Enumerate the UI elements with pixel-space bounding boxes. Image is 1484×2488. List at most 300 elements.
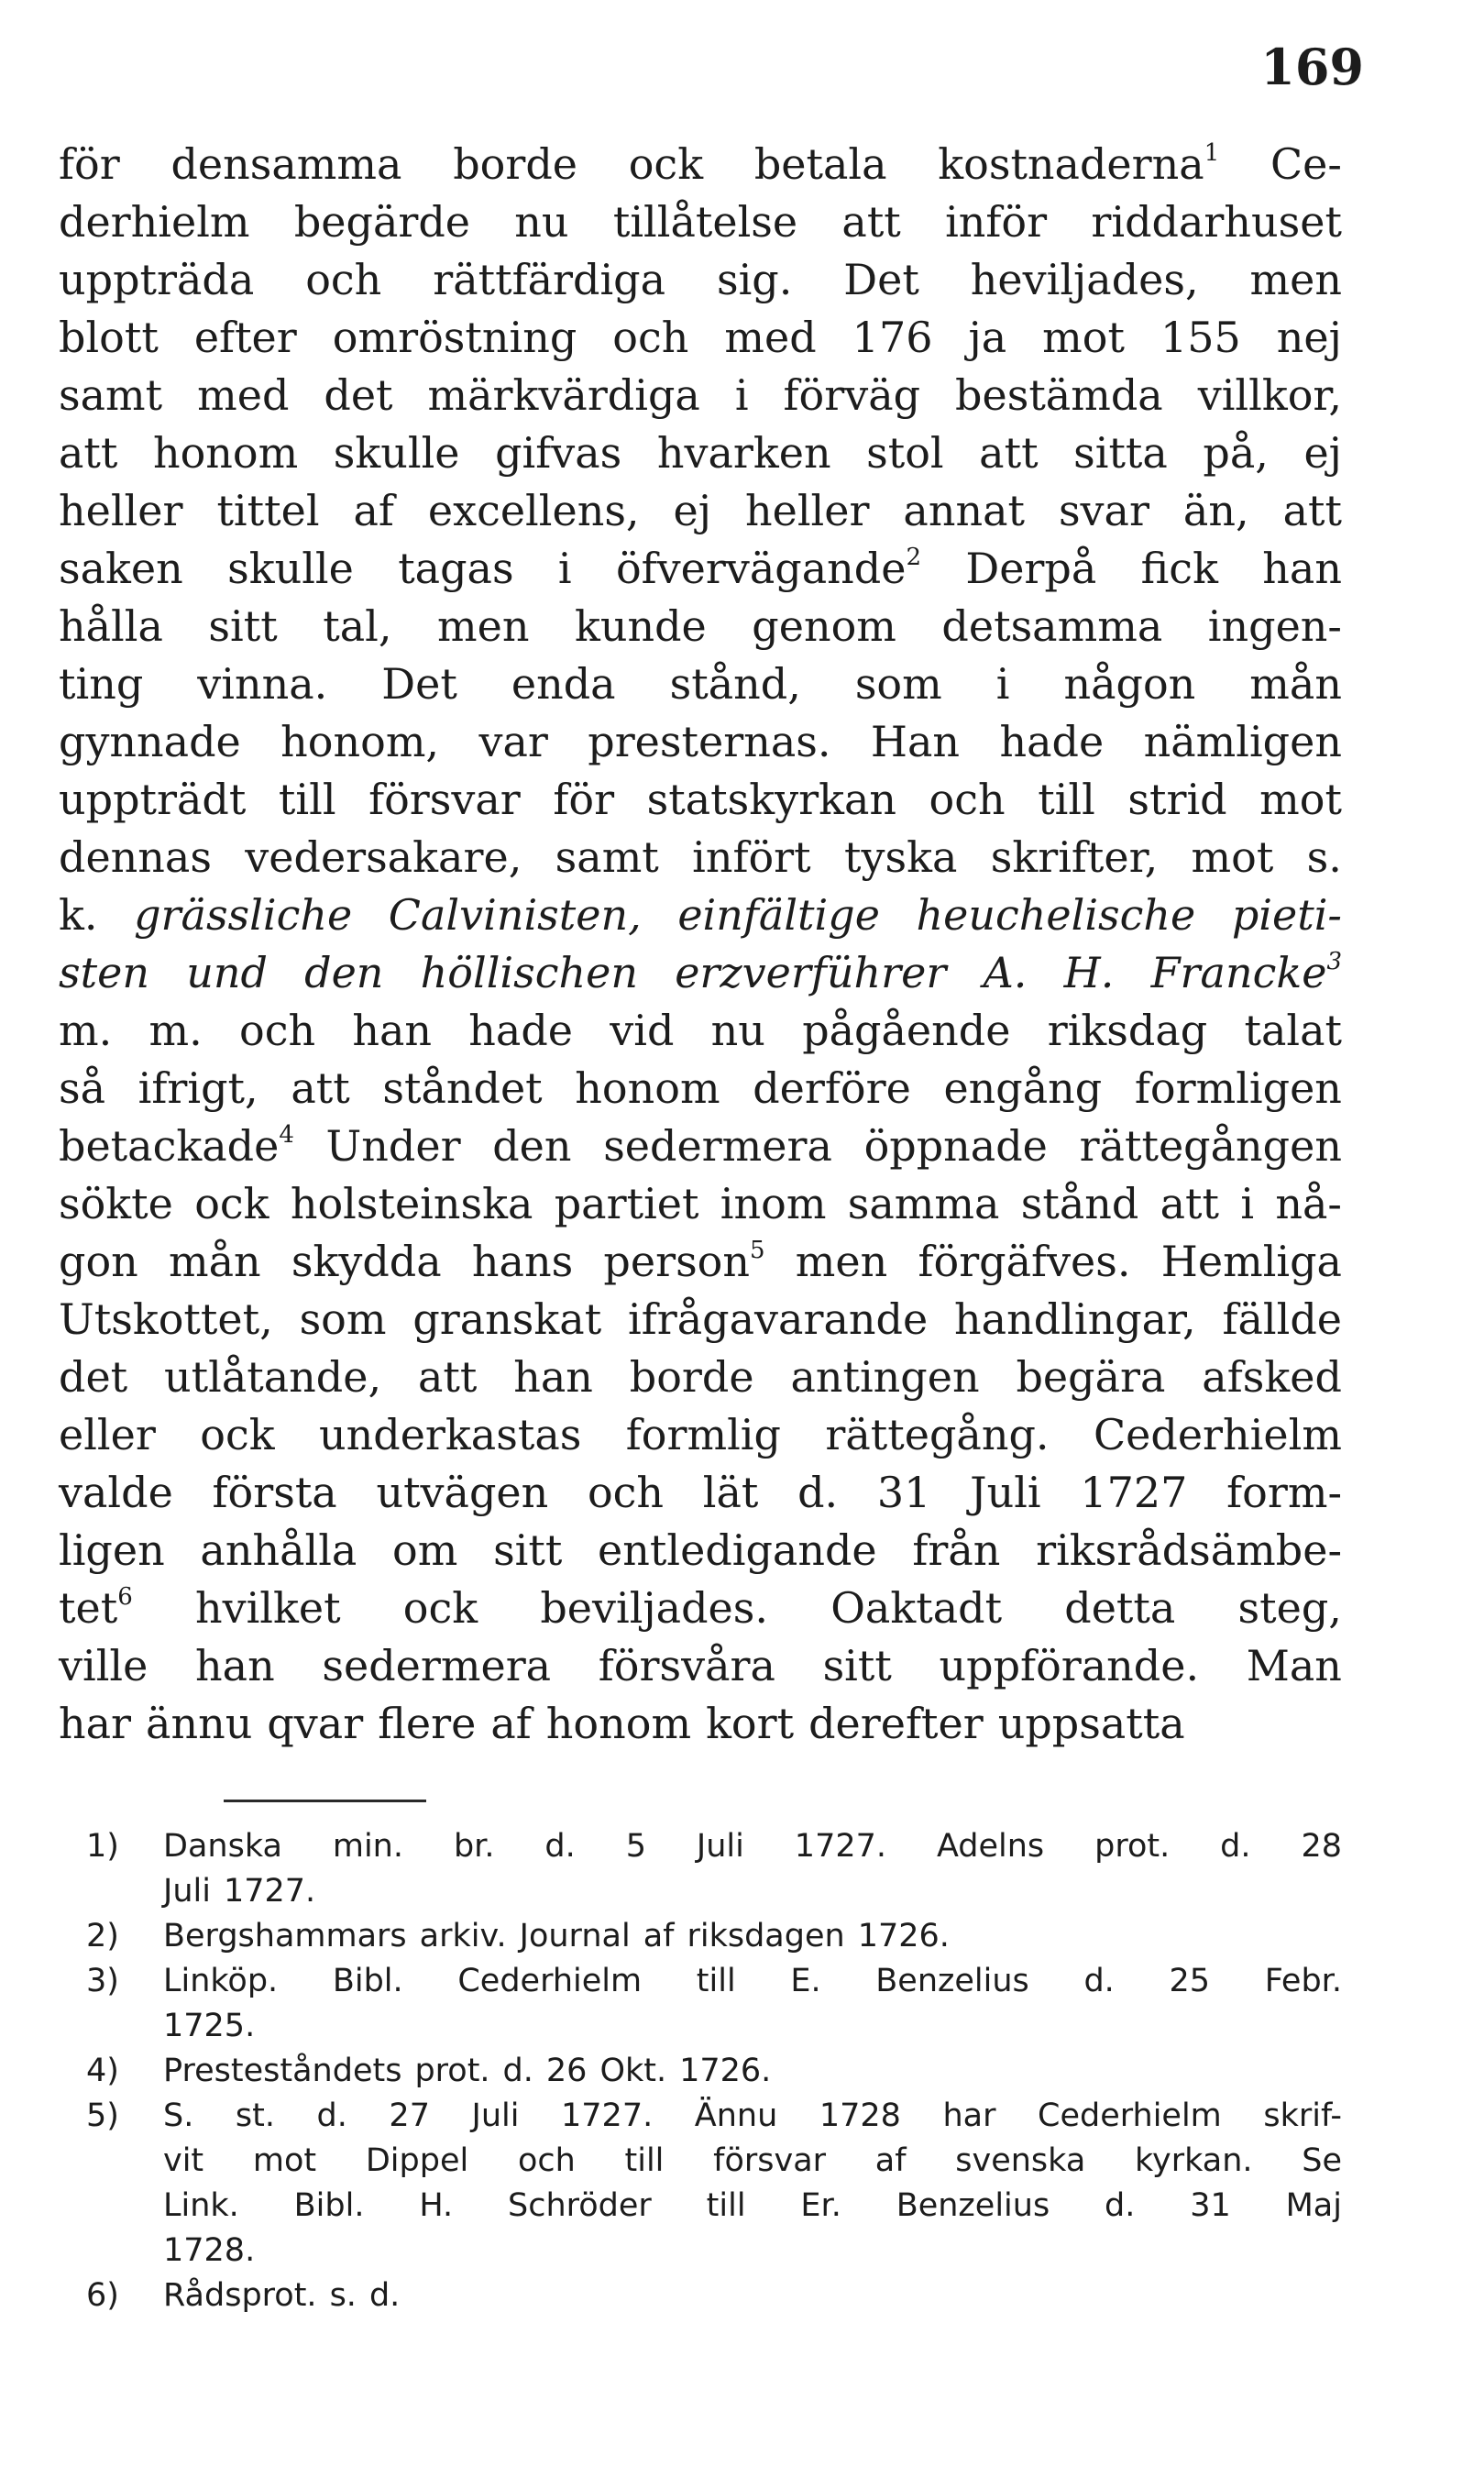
word-text: grässliche	[134, 890, 353, 940]
word-text: han	[352, 1006, 433, 1055]
word-text: än,	[1182, 486, 1249, 535]
word-text: bestämda	[955, 370, 1163, 420]
word	[59, 1522, 165, 1580]
word-text: till	[1038, 775, 1095, 824]
word	[1036, 1522, 1342, 1580]
footnote-word: d.	[1105, 2187, 1136, 2224]
word-text: talat	[1244, 1006, 1342, 1055]
word	[735, 367, 749, 424]
footnote-word: 26	[545, 2053, 588, 2089]
italic-word	[59, 944, 149, 1002]
word	[616, 540, 921, 598]
word-text: handlingar,	[954, 1294, 1196, 1344]
word	[843, 251, 919, 309]
word-text: k.	[59, 890, 98, 940]
footnote-word: Danska	[163, 1828, 282, 1865]
footnote-word: Link.	[163, 2187, 239, 2224]
word	[823, 1637, 892, 1695]
word	[412, 1291, 601, 1349]
word	[197, 655, 327, 713]
word	[472, 1233, 573, 1291]
word-text: riddarhuset	[1091, 197, 1342, 247]
word-text: ej	[673, 486, 712, 535]
word-text: och	[587, 1468, 665, 1517]
word-text: holsteinska	[290, 1179, 533, 1228]
word	[941, 598, 1162, 655]
word-text: mot	[1042, 313, 1125, 362]
word	[692, 829, 811, 886]
word	[979, 424, 1038, 482]
footnote-word: 1728.	[163, 2232, 256, 2269]
word-text: person	[603, 1237, 751, 1286]
word-text: af	[353, 486, 394, 535]
word-text: Juli	[970, 1468, 1041, 1517]
footnote-word: d.	[368, 2277, 401, 2314]
word	[1222, 1291, 1342, 1349]
word	[1144, 713, 1342, 771]
text-line	[59, 771, 1342, 829]
word-text: nej	[1276, 313, 1342, 362]
text-line	[59, 1117, 1342, 1175]
word	[195, 1637, 275, 1695]
word-text: 155	[1160, 313, 1241, 362]
word-text: men	[437, 601, 530, 651]
word-text: skydda	[291, 1237, 442, 1286]
footnote-word: Juli	[696, 1828, 744, 1865]
footnote-line	[59, 1914, 1342, 1959]
word-text: honom	[152, 428, 299, 478]
word-text: heller	[744, 486, 870, 535]
word-text: och	[612, 313, 689, 362]
word-text: sedermera	[603, 1121, 832, 1171]
word-text: utlåtande,	[164, 1352, 382, 1402]
italic-word	[389, 886, 642, 944]
word	[1094, 1406, 1342, 1464]
word-text: detta	[1064, 1583, 1176, 1633]
word	[871, 713, 960, 771]
word-text: så	[59, 1063, 106, 1113]
word-text: enda	[511, 659, 616, 709]
italic-word	[1151, 944, 1342, 1002]
word	[513, 1349, 593, 1406]
word-text: nämligen	[1143, 717, 1342, 766]
footnote-word: d.	[502, 2053, 533, 2089]
footnote-word: till	[696, 1963, 736, 1999]
footnote-word: riksdagen	[687, 1918, 845, 1954]
word	[1259, 771, 1342, 829]
word-text: H.	[1063, 948, 1115, 997]
word	[514, 193, 568, 251]
word-text: betala	[753, 139, 887, 189]
footnote-word: 1726.	[857, 1918, 950, 1954]
word-text: sökte	[59, 1179, 173, 1228]
word-text: uppträda	[59, 255, 255, 304]
word	[433, 251, 665, 309]
word-text: att	[841, 197, 901, 247]
footnote-ref: 4	[279, 1121, 294, 1149]
word-text: tet	[59, 1583, 118, 1633]
word-text: hade	[468, 1006, 574, 1055]
word-text: fick	[1140, 544, 1218, 593]
word	[146, 1695, 252, 1753]
word-text: heviljades,	[970, 255, 1199, 304]
footnote-word: Schröder	[508, 2187, 652, 2224]
footnote-word: Linköp.	[163, 1963, 279, 1999]
word-text: sitt	[208, 601, 278, 651]
word-text: densamma	[170, 139, 402, 189]
word	[612, 309, 688, 367]
word	[943, 1060, 1102, 1117]
italic-word	[1232, 886, 1342, 944]
text-line	[59, 251, 1342, 309]
word-text: samma	[847, 1179, 1000, 1228]
word	[1073, 424, 1168, 482]
word-text: att	[1282, 486, 1342, 535]
footnote-word: skrif-	[1263, 2097, 1342, 2134]
word	[294, 193, 470, 251]
text-line	[59, 482, 1342, 540]
word	[864, 1117, 1048, 1175]
word	[1303, 424, 1342, 482]
word	[208, 598, 277, 655]
word-text: 176	[852, 313, 933, 362]
word	[613, 193, 797, 251]
word-text: tyska	[844, 832, 958, 882]
word-text: heller	[59, 486, 183, 535]
word-text: den	[304, 948, 384, 997]
italic-word	[917, 886, 1196, 944]
word-text: rättegång.	[825, 1410, 1050, 1459]
word	[996, 655, 1010, 713]
word-text: tittel	[216, 486, 320, 535]
word-text: uppsatta	[997, 1699, 1185, 1748]
word-text: att	[1160, 1179, 1220, 1228]
word	[305, 251, 381, 309]
footnote-word: Juli	[163, 1873, 211, 1910]
word-text: sig.	[716, 255, 793, 304]
word-text: ville	[59, 1641, 148, 1690]
footnote-word: Ännu	[694, 2097, 778, 2134]
word	[59, 424, 117, 482]
word-text: och	[239, 1006, 316, 1055]
word	[971, 251, 1199, 309]
footnote-word: arkiv.	[419, 1918, 507, 1954]
word	[59, 136, 120, 193]
word	[59, 309, 159, 367]
word	[194, 309, 297, 367]
word	[1064, 1580, 1175, 1637]
word-text: pieti-	[1231, 890, 1342, 940]
word-text: sedermera	[322, 1641, 552, 1690]
word-text: riksrådsämbe-	[1036, 1525, 1342, 1575]
word-text: förgäfves.	[918, 1237, 1131, 1286]
word	[239, 1002, 315, 1060]
word	[453, 136, 577, 193]
word-text: Ce-	[1270, 139, 1342, 189]
word	[1161, 1233, 1342, 1291]
text-line	[59, 193, 1342, 251]
footnote-word: 1727.	[561, 2097, 654, 2134]
word-text: erzverführer	[675, 948, 947, 997]
word-text: efter	[193, 313, 297, 362]
word-text: af	[490, 1699, 532, 1748]
word-text: honom,	[280, 717, 440, 766]
footnote-line	[59, 2049, 1342, 2094]
text-line	[59, 309, 1342, 367]
word-text: 1727	[1080, 1468, 1188, 1517]
word	[227, 540, 354, 598]
word	[170, 136, 401, 193]
word	[929, 771, 1006, 829]
word	[1183, 482, 1249, 540]
word	[59, 886, 98, 944]
word	[802, 1002, 1010, 1060]
word-text: sten	[59, 948, 149, 997]
footnote-word: Dippel	[365, 2142, 469, 2179]
footnote-word: d.	[316, 2097, 347, 2134]
footnote-text	[163, 2229, 1342, 2273]
word	[970, 1464, 1041, 1522]
word-text: Cederhielm	[1093, 1410, 1342, 1459]
word-text: ock	[402, 1583, 478, 1633]
footnote-word: min.	[332, 1828, 403, 1865]
text-line	[59, 1349, 1342, 1406]
word-text: till	[278, 775, 336, 824]
word	[403, 1580, 478, 1637]
word	[866, 424, 944, 482]
text-line	[59, 1060, 1342, 1117]
footnote-word: Bergshammars	[163, 1918, 407, 1954]
word-text: Francke	[1150, 948, 1327, 997]
footnote-word: till	[624, 2142, 665, 2179]
word-text: honom	[575, 1063, 720, 1113]
word	[1240, 1175, 1254, 1233]
word	[59, 1349, 127, 1406]
word-text: första	[212, 1468, 337, 1517]
footnote-marker: 5)	[86, 2097, 119, 2134]
word	[1038, 771, 1095, 829]
footnote-word: d.	[1220, 1828, 1251, 1865]
word-text: att	[417, 1352, 478, 1402]
word-text: beviljades.	[540, 1583, 768, 1633]
word	[59, 1002, 112, 1060]
word-text: rättegången	[1079, 1121, 1342, 1171]
word	[1021, 1175, 1139, 1233]
word-text: mot	[1259, 775, 1342, 824]
word	[195, 1580, 341, 1637]
word	[940, 1637, 1200, 1695]
word	[492, 1117, 571, 1175]
word	[418, 1349, 477, 1406]
word	[245, 829, 522, 886]
word	[1135, 1060, 1342, 1117]
word-text: borde	[629, 1352, 754, 1402]
word	[553, 771, 614, 829]
word-text: ligen	[59, 1525, 165, 1575]
word	[164, 1349, 381, 1406]
word	[752, 598, 896, 655]
word	[59, 367, 162, 424]
word-text: hvarken	[656, 428, 831, 478]
word-text: att	[59, 428, 118, 478]
word-text: nu	[514, 197, 569, 247]
word-text: Under	[325, 1121, 461, 1171]
word-text: gon	[59, 1237, 138, 1286]
word	[1080, 1117, 1342, 1175]
word-text: mån	[1249, 659, 1342, 709]
word	[998, 1695, 1185, 1753]
word	[59, 1580, 133, 1637]
word	[59, 713, 241, 771]
word-text: vedersakare,	[245, 832, 522, 882]
footnote-text	[163, 2094, 1342, 2139]
word-text: och	[929, 775, 1006, 824]
word	[333, 309, 577, 367]
word	[647, 771, 896, 829]
word-text: ståndet	[382, 1063, 543, 1113]
word-text: försvåra	[598, 1641, 775, 1690]
word-text: pågående	[802, 1006, 1011, 1055]
text-line	[59, 1406, 1342, 1464]
word	[1270, 136, 1342, 193]
word	[216, 482, 319, 540]
word-text: derföre	[753, 1063, 911, 1113]
text-line	[59, 1695, 1342, 1753]
word	[555, 829, 659, 886]
word	[323, 598, 391, 655]
word	[610, 1002, 674, 1060]
word-text: saken	[59, 544, 183, 593]
word	[319, 1406, 581, 1464]
footnote-word: mot	[252, 2142, 317, 2179]
footnote-word: af	[874, 2142, 907, 2179]
footnote-word: Bibl.	[332, 1963, 403, 1999]
word-text: excellens,	[427, 486, 640, 535]
footnote-word: Rådsprot.	[163, 2277, 317, 2314]
word-text: inför	[945, 197, 1048, 247]
footnote-word: 27	[389, 2097, 430, 2134]
word-text: mån	[169, 1237, 261, 1286]
footnote-word: 1726.	[679, 2053, 772, 2089]
word	[490, 1695, 531, 1753]
text-line	[59, 424, 1342, 482]
word	[291, 1175, 533, 1233]
word-text: ock	[194, 1179, 269, 1228]
word	[138, 1060, 258, 1117]
word-text: ej	[1303, 428, 1342, 478]
word-text: var	[478, 717, 548, 766]
footnote-word: försvar	[713, 2142, 827, 2179]
word	[59, 1175, 173, 1233]
footnote-text	[163, 2273, 1342, 2318]
word-text: tillåtelse	[612, 197, 798, 247]
page-number: 169	[1260, 38, 1364, 96]
word	[428, 482, 640, 540]
word-text: kostnaderna	[938, 139, 1204, 189]
word	[368, 771, 521, 829]
word	[790, 1349, 979, 1406]
footnote-ref: 5	[750, 1237, 765, 1264]
word-text: och	[305, 255, 382, 304]
word	[1160, 309, 1241, 367]
footnote-word: och	[517, 2142, 576, 2179]
word	[200, 1406, 274, 1464]
word-text: han	[1262, 544, 1342, 593]
text-line	[59, 1291, 1342, 1349]
footnote-word: Bibl.	[293, 2187, 365, 2224]
word-text: hålla	[59, 601, 163, 651]
word	[1192, 829, 1274, 886]
word	[1247, 1637, 1342, 1695]
word-text: und	[186, 948, 268, 997]
word-text: afsked	[1202, 1352, 1342, 1402]
word	[720, 1175, 827, 1233]
word	[674, 482, 712, 540]
word-text: skulle	[227, 544, 354, 593]
word	[1059, 482, 1149, 540]
word	[1042, 309, 1125, 367]
word	[844, 829, 957, 886]
word	[493, 1522, 562, 1580]
word-text: Han	[870, 717, 961, 766]
footnote-word: 25	[1169, 1963, 1211, 1999]
footnote-word: br.	[453, 1828, 495, 1865]
footnote-word: 1727.	[223, 1873, 316, 1910]
word-text: kort	[706, 1699, 795, 1748]
word	[376, 1464, 548, 1522]
word	[1160, 1175, 1219, 1233]
footnote-line	[59, 2273, 1342, 2318]
word	[588, 1464, 664, 1522]
word-text: flere	[378, 1699, 477, 1748]
word	[59, 598, 163, 655]
word-text: formligen	[1134, 1063, 1342, 1113]
word	[855, 655, 942, 713]
footnote-word: Er.	[800, 2187, 841, 2224]
word	[1080, 1464, 1187, 1522]
word-text: gifvas	[495, 428, 622, 478]
word	[1244, 1002, 1342, 1060]
word	[59, 1637, 148, 1695]
word	[1203, 424, 1269, 482]
footnote-word: Cederhielm	[457, 1963, 643, 1999]
italic-word	[984, 944, 1028, 1002]
italic-word	[304, 944, 383, 1002]
word	[954, 1291, 1196, 1349]
footnote-ref: 3	[1326, 948, 1342, 975]
text-line	[59, 540, 1342, 598]
word-text: annat	[903, 486, 1025, 535]
footnote-word: 1725.	[163, 2008, 256, 2044]
word	[670, 655, 801, 713]
word-text: att	[979, 428, 1039, 478]
word	[59, 1464, 173, 1522]
word	[1016, 1349, 1165, 1406]
word	[918, 1233, 1130, 1291]
word-text: Det	[381, 659, 457, 709]
footnote-word: Se	[1302, 2142, 1342, 2179]
word-text: på,	[1203, 428, 1269, 478]
text-line	[59, 1002, 1342, 1060]
footnote-word: 28	[1301, 1828, 1342, 1865]
word	[877, 1464, 931, 1522]
word	[352, 1002, 432, 1060]
footnote-word: s.	[329, 2277, 357, 2314]
footnote-word: prot.	[414, 2053, 490, 2089]
word	[753, 1060, 911, 1117]
word-text: som	[299, 1294, 387, 1344]
word-text: betackade	[59, 1121, 280, 1171]
